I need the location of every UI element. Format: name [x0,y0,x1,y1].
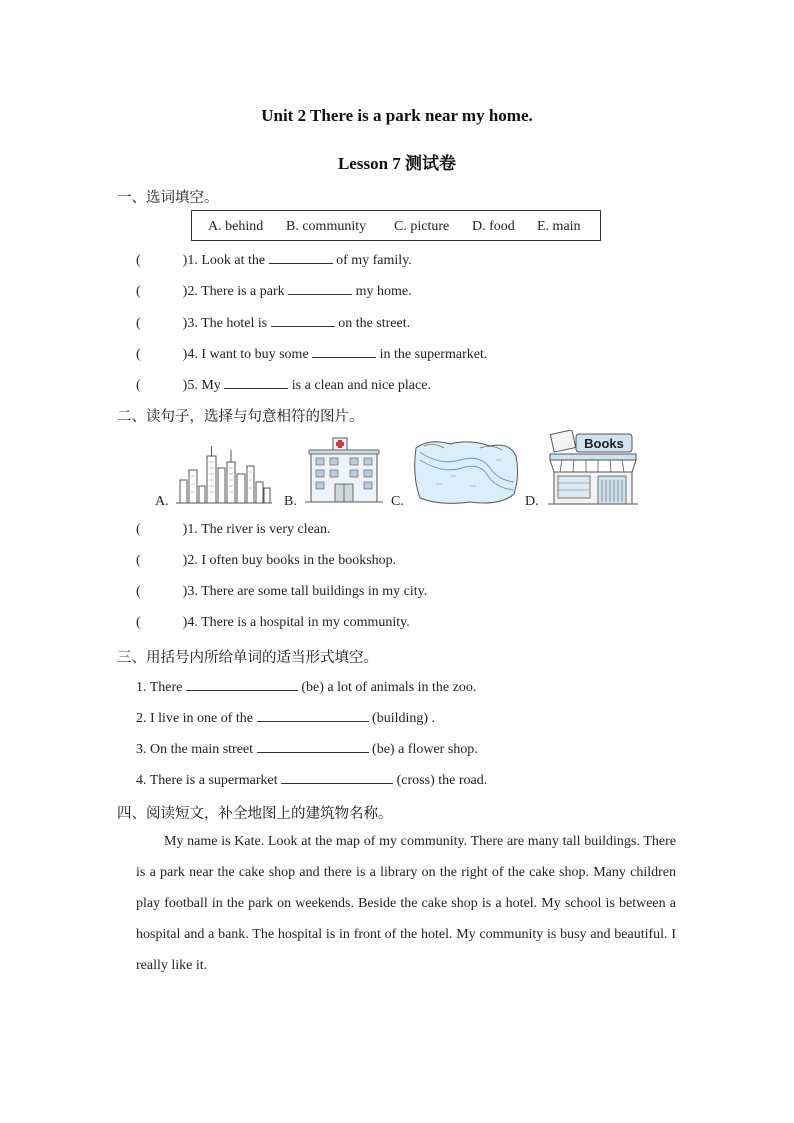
question-text-after: (cross) the road. [396,773,488,788]
answer-blank[interactable] [186,678,298,691]
question-text: )5. My [182,378,221,393]
s3-question-1 [136,678,476,696]
s1-question-4 [136,345,487,363]
answer-blank[interactable] [288,282,352,295]
question-text: )3. The hotel is [182,316,268,331]
city-buildings-picture [176,440,272,506]
paren-open: ( [136,553,141,568]
s1-question-1 [136,251,412,269]
section1-heading: 一、选词填空。 [117,190,219,206]
page-subtitle: Lesson 7 测试卷 [337,154,457,173]
question-text: 1. There [136,680,183,695]
s2-question-3 [136,584,427,600]
paren-open: ( [136,522,141,537]
s1-question-5 [136,376,431,394]
question-text: )1. Look at the [182,253,266,268]
paren-open: ( [136,316,141,331]
word-bank-item: B. community [286,219,367,234]
s2-question-4 [136,615,410,631]
s3-question-4 [136,771,487,789]
s2-question-2 [136,553,396,569]
question-text: )4. I want to buy some [182,347,309,362]
question-text: 2. I live in one of the [136,711,254,726]
answer-blank[interactable] [257,709,369,722]
paren-open: ( [136,253,141,268]
s1-question-2 [136,282,412,300]
word-bank-item: D. food [472,219,515,234]
question-text: 3. On the main street [136,742,254,757]
section3-heading: 三、用括号内所给单词的适当形式填空。 [117,650,378,666]
word-bank-item: A. behind [208,219,264,234]
answer-blank[interactable] [257,740,369,753]
answer-blank[interactable] [281,771,393,784]
s2-question-1 [136,522,331,538]
question-text: )4. There is a hospital in my community. [182,615,410,630]
reading-passage: My name is Kate. Look at the map of my community. There are many tall buildings. There is a park near the cake shop and there is a library on the right of the cake shop. Many children play football in the park on weekends. Beside the cake shop is a hotel. My school is between a hospital and a bank. The hospital is in front of the hotel. My community is busy and beautiful. I really like it. [136,834,676,973]
question-text-after: is a clean and nice place. [291,378,431,393]
question-text: )3. There are some tall buildings in my city. [182,584,428,599]
question-text-after: (building) . [372,711,436,726]
s3-question-3 [136,740,478,758]
river-picture [410,436,522,508]
question-text-after: (be) a lot of animals in the zoo. [301,680,477,695]
s1-question-3 [136,314,410,332]
answer-blank[interactable] [224,376,288,389]
books-sign-text: Books [584,436,624,451]
answer-blank[interactable] [269,251,333,264]
question-text-after: of my family. [336,253,412,268]
paren-open: ( [136,378,141,393]
section2-heading: 二、读句子，选择与句意相符的图片。 [117,409,364,425]
question-text: )2. I often buy books in the bookshop. [182,553,397,568]
question-text-after: on the street. [338,316,411,331]
question-text: )1. The river is very clean. [182,522,331,537]
question-text-after: in the supermarket. [379,347,488,362]
s3-question-2 [136,709,435,727]
picture-label-c: C. [391,494,404,509]
bookshop-picture [546,430,640,508]
paren-open: ( [136,347,141,362]
answer-blank[interactable] [271,314,335,327]
question-text: )2. There is a park [182,284,285,299]
question-text-after: my home. [355,284,412,299]
hospital-picture [303,436,385,506]
word-bank-box [191,210,601,241]
word-bank-item: C. picture [394,219,450,234]
paren-open: ( [136,584,141,599]
answer-blank[interactable] [312,345,376,358]
question-text: 4. There is a supermarket [136,773,278,788]
section4-heading: 四、阅读短文，补全地图上的建筑物名称。 [117,806,393,822]
page-title: Unit 2 There is a park near my home. [261,106,533,125]
paren-open: ( [136,615,141,630]
word-bank-item: E. main [537,219,581,234]
picture-label-b: B. [284,494,297,509]
picture-label-a: A. [155,494,169,509]
picture-label-d: D. [525,494,539,509]
paren-open: ( [136,284,141,299]
question-text-after: (be) a flower shop. [372,742,478,757]
